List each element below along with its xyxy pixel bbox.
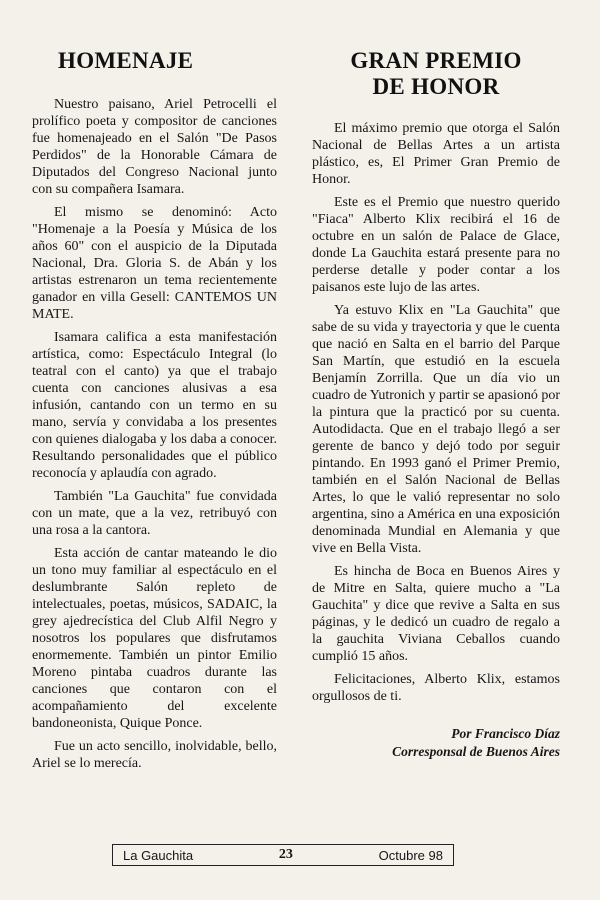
paragraph: Este es el Premio que nuestro querido "Fiaca" Alberto Klix recibirá el 16 de octubre en un salón de Palace de Glace, donde La Gauchita estará presente para no perderse detalle y poder contar a los paisanos este lujo de las artes. bbox=[312, 195, 560, 295]
byline-author: Por Francisco Díaz bbox=[451, 726, 560, 741]
gran-premio-article bbox=[312, 48, 560, 761]
gran-premio-heading bbox=[312, 48, 560, 100]
paragraph: Es hincha de Boca en Buenos Aires y de Mitre en Salta, quiere mucho a "La Gauchita" y dice que revive a Salta en sus páginas, y le dedicó un cuadro de regalo a la gauchita Viviana Ceballos cuando cumplió 15 años. bbox=[312, 564, 560, 664]
page-footer bbox=[112, 844, 454, 866]
paragraph: Fue un acto sencillo, inolvidable, bello, Ariel se lo merecía. bbox=[32, 739, 277, 771]
footer-publication: La Gauchita bbox=[123, 847, 194, 863]
footer-page-number: 23 bbox=[278, 847, 293, 862]
heading-line: DE HONOR bbox=[372, 74, 500, 99]
paragraph: Felicitaciones, Alberto Klix, estamos orgullosos de ti. bbox=[312, 672, 560, 704]
paragraph: El mismo se denominó: Acto "Homenaje a la Poesía y Música de los años 60" con el auspicio de la Diputada Nacional, Dra. Gloria S. de Abán y los artistas estrenaron un tema recientemente ganador en villa Gesell: CANTEMOS UN MATE. bbox=[32, 205, 277, 322]
homenaje-article bbox=[32, 48, 277, 778]
paragraph: Nuestro paisano, Ariel Petrocelli el prolífico poeta y compositor de canciones fue homenajeado en el Salón "De Pasos Perdidos" de la Honorable Cámara de Diputados del Congreso Nacional junto con su compañera Isamara. bbox=[32, 97, 277, 197]
paragraph: Isamara califica a esta manifestación artística, como: Espectáculo Integral (lo teatral con el canto) ya que el trabajo cuenta con canciones alusivas a esa infusión, cantando con un termo en su mano, servía y convidaba a los presentes con quienes dialogaba y los daba a conocer. Resultando personalidades que el público reconocía y aplaudía con agrado. bbox=[32, 330, 277, 481]
byline bbox=[312, 725, 560, 761]
heading-line: GRAN PREMIO bbox=[350, 48, 522, 73]
byline-role: Corresponsal de Buenos Aires bbox=[392, 744, 560, 759]
paragraph: Esta acción de cantar mateando le dio un tono muy familiar al espectáculo en el deslumbrante Salón repleto de intelectuales, poetas, músicos, SADAIC, la grey ajedrecística del Club Alfil Negro y nosotros los populares que disfrutamos enormemente. También un pintor Emilio Moreno pintaba cuadros durante las canciones que contaron con el acompañamiento del excelente bandoneonista, Quique Ponce. bbox=[32, 546, 277, 731]
paragraph: Ya estuvo Klix en "La Gauchita" que sabe de su vida y trayectoria y que le cuenta que nació en Salta en el barrio del Parque San Martín, que estudió en la escuela Benjamín Zorrilla. Que un día vio un cuadro de Yutronich y partir se apasionó por la pintura que la practicó por su cuenta. Autodidacta. Que en el trabajo llegó a ser gerente de banco y dejó todo por seguir pintando. En 1993 ganó el Primer Premio, también en el Salón Nacional de Bellas Artes, lo que le valió representar no solo argentina, sino a América en una exposición denominada Mundial en Alemania y que vive en Bella Vista. bbox=[312, 303, 560, 556]
paragraph: El máximo premio que otorga el Salón Nacional de Bellas Artes a un artista plástico, es, El Primer Gran Premio de Honor. bbox=[312, 121, 560, 187]
homenaje-heading: HOMENAJE bbox=[58, 48, 194, 73]
footer-issue-date: Octubre 98 bbox=[378, 847, 443, 863]
gran-premio-body bbox=[312, 120, 560, 705]
paragraph: También "La Gauchita" fue convidada con un mate, que a la vez, retribuyó con una rosa a la cantora. bbox=[32, 489, 277, 538]
homenaje-body bbox=[32, 96, 277, 772]
